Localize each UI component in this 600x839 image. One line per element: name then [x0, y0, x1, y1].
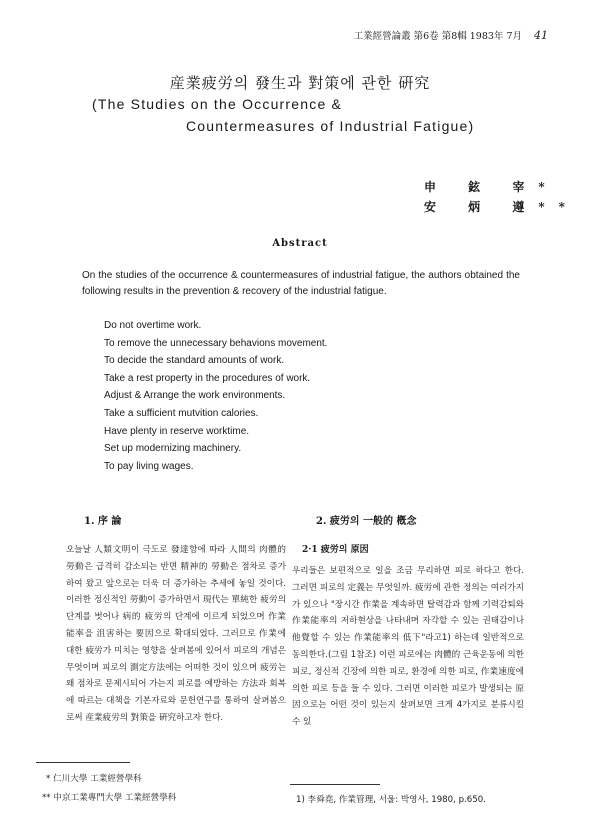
abstract-item: Take a sufficient mutvition calories.: [104, 407, 259, 419]
page-number: 41: [534, 29, 548, 42]
abstract-item: Do not overtime work.: [104, 320, 202, 331]
section1-heading: 1. 序 論: [84, 516, 122, 527]
abstract-heading: Abstract: [272, 238, 328, 249]
section2-body: 우리들은 보편적으로 일을 조금 무리하면 피로 하다고 한다. 그러면 피로의 定義는 무엇일까. 疲労에 관한 정의는 여러가지가 있으나 "장시간 作業을 계속하면 탈력감과 함께 기력감퇴와 作業能率의 저하현상을 나타내며 자각할 수 있는 권태감이나 他覺할 수 있는 作業能率의 低下"라고1) 하는데 일반적으로 동의한다.(그림 1참조) 이런 피로에는 肉體的 근육운동에 의한 피로, 정신적 긴장에 의한 피로, 환경에 의한 피로, 作業速度에 의한 피로 등을 들 수 있다. 그러면 이러한 피로가 발생되는 原因으로는 어떤 것이 있는지 살펴보면 크게 4가지로 분류시킬수 있: [292, 566, 524, 728]
abstract-item: To remove the unnecessary behavions movement.: [104, 337, 328, 349]
reference-footnote: 1) 李舜堯, 作業管理, 서울: 박영사, 1980, p.650.: [296, 795, 486, 805]
footnote-rule-right: [290, 784, 380, 785]
abstract-item: Have plenty in reserve worktime.: [104, 425, 250, 437]
author-1: 申 鉉 宰*: [424, 180, 559, 194]
affiliation-1: * 仁川大學 工業經營學科: [46, 774, 142, 784]
abstract-item: To decide the standard amounts of work.: [104, 355, 285, 367]
abstract-list: [104, 317, 327, 475]
affiliation-2: ** 中京工業專門大學 工業經營學科: [42, 793, 177, 803]
journal-info: 工業經營論叢 第6卷 第8輯 1983年 7月: [353, 31, 522, 42]
abstract-item: To pay living wages.: [104, 460, 194, 472]
section2-heading: 2. 疲労의 一般的 槪念: [316, 516, 417, 527]
title-english-line2: Countermeasures of Industrial Fatigue): [186, 118, 475, 134]
abstract-item: Set up modernizing machinery.: [104, 443, 242, 455]
title-korean: 産業疲労의 發生과 對策에 관한 硏究: [169, 74, 431, 92]
author-2: 安 炳 遵**: [424, 200, 579, 214]
title-english-line1: (The Studies on the Occurrence &: [92, 96, 343, 112]
running-header: [354, 28, 548, 42]
abstract-paragraph: On the studies of the occurrence & countermeasures of industrial fatigue, the authors obtained the following results in the prevention & recovery of the industrial fatigue.: [82, 270, 520, 297]
footnote-rule-left: [36, 762, 130, 763]
abstract-item: Take a rest property in the procedures of work.: [104, 372, 311, 384]
section1-body: 오늘날 人類文明이 극도로 發達함에 따라 人間의 肉體的 勞動은 급격히 감소되는 반면 精神的 勞動은 점차로 증가하여 왔고 앞으로는 더욱 더 증가하는 추세에 놓일 것이다. 이러한 정신적인 勞動이 증가하면서 現代는 單純한 疲労의 단계를 벗어나 病的 疲労의 단계에 이르게 되었으며 作業能率을 沮害하는 要因으로 확대되었다. 그러므로 作業에 대한 疲労가 미치는 영향을 살펴봄에 있어서 피로의 개념은 무엇이며 피로의 測定方法에는 어떠한 것이 있으며 疲労는 왜 점차로 문제시되어 가는지 피로를 예방하는 方法과 회복에 따르는 대책을 기본자료와 문헌연구를 통하여 살펴봄으로써 産業疲労의 對策을 硏究하고자 한다.: [66, 545, 286, 723]
abstract-item: Adjust & Arrange the work environments.: [104, 390, 286, 402]
section2-subheading: 2·1 疲労의 原因: [302, 545, 369, 555]
